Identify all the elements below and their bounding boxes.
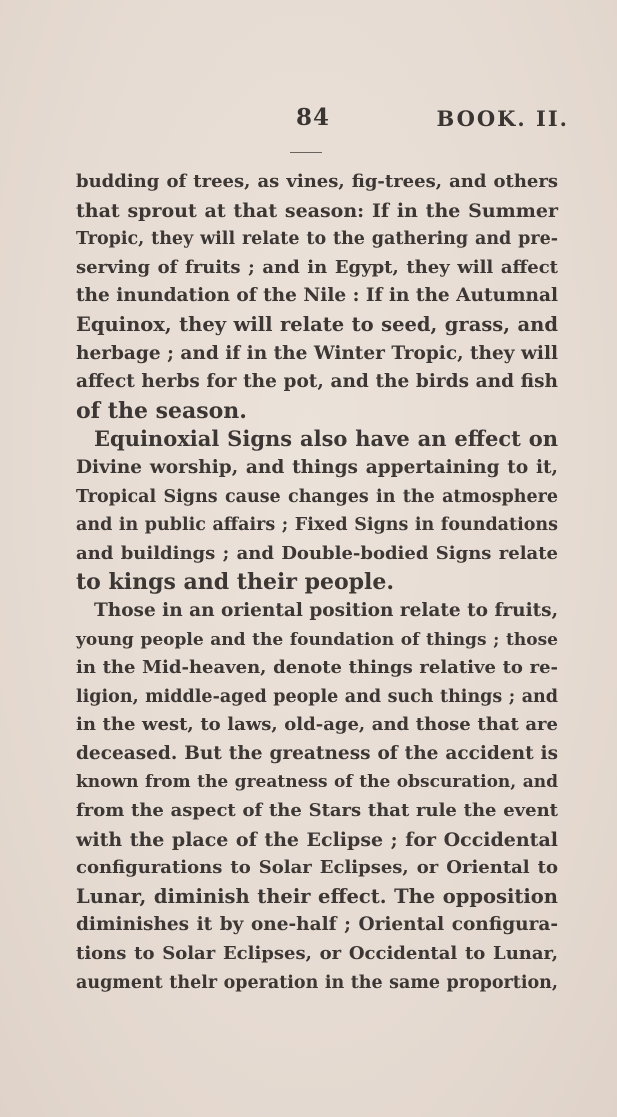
text-line: known from the greatness of the obscuration, and	[76, 772, 558, 793]
text-line: with the place of the Eclipse ; for Occidental	[76, 828, 558, 851]
text-line: in the west, to laws, old-age, and those that are	[76, 714, 558, 736]
text-line: to kings and their people.	[76, 569, 395, 596]
text-line: tions to Solar Eclipses, or Occidental to Lunar,	[76, 943, 558, 965]
text-line: the inundation of the Nile : If in the Autumnal	[76, 285, 558, 307]
text-line: ligion, middle-aged people and such things ; and	[76, 686, 558, 707]
text-line: and in public affairs ; Fixed Signs in foundations	[76, 515, 558, 536]
text-line: young people and the foundation of things ; those	[76, 629, 558, 650]
text-line: Equinox, they will relate to seed, grass, and	[76, 312, 558, 336]
text-line: Tropical Signs cause changes in the atmosphere	[76, 486, 558, 507]
running-head: BOOK. II.	[436, 106, 569, 131]
text-line: of the season.	[76, 397, 247, 424]
text-line: configurations to Solar Eclipses, or Oriental to	[76, 857, 558, 879]
text-line: diminishes it by one-half ; Oriental configura-	[76, 914, 558, 936]
text-line: in the Mid-heaven, denote things relative to re-	[76, 657, 558, 679]
body-text	[76, 168, 558, 997]
text-line: that sprout at that season: If in the Summer	[76, 199, 558, 222]
text-line: affect herbs for the pot, and the birds and fish	[76, 371, 558, 393]
header-rule	[290, 152, 322, 153]
text-line: serving of fruits ; and in Egypt, they will affect	[76, 256, 558, 278]
text-line: Divine worship, and things appertaining to it,	[76, 456, 558, 478]
page-header	[0, 104, 617, 144]
text-line: augment thelr operation in the same proportion,	[76, 972, 558, 993]
text-line: budding of trees, as vines, fig-trees, and others	[76, 171, 558, 192]
text-line: Those in an oriental position relate to fruits,	[94, 599, 559, 621]
text-line: Lunar, diminish their effect. The opposition	[76, 884, 558, 908]
text-line: Equinoxial Signs also have an effect on	[94, 426, 558, 452]
text-line: herbage ; and if in the Winter Tropic, they will	[76, 342, 558, 364]
text-line: Tropic, they will relate to the gathering and pre-	[76, 229, 558, 250]
text-line: deceased. But the greatness of the accident is	[76, 742, 558, 764]
text-line: from the aspect of the Stars that rule the event	[76, 800, 558, 822]
page-number: 84	[296, 104, 331, 131]
text-line: and buildings ; and Double-bodied Signs relate	[76, 542, 558, 564]
